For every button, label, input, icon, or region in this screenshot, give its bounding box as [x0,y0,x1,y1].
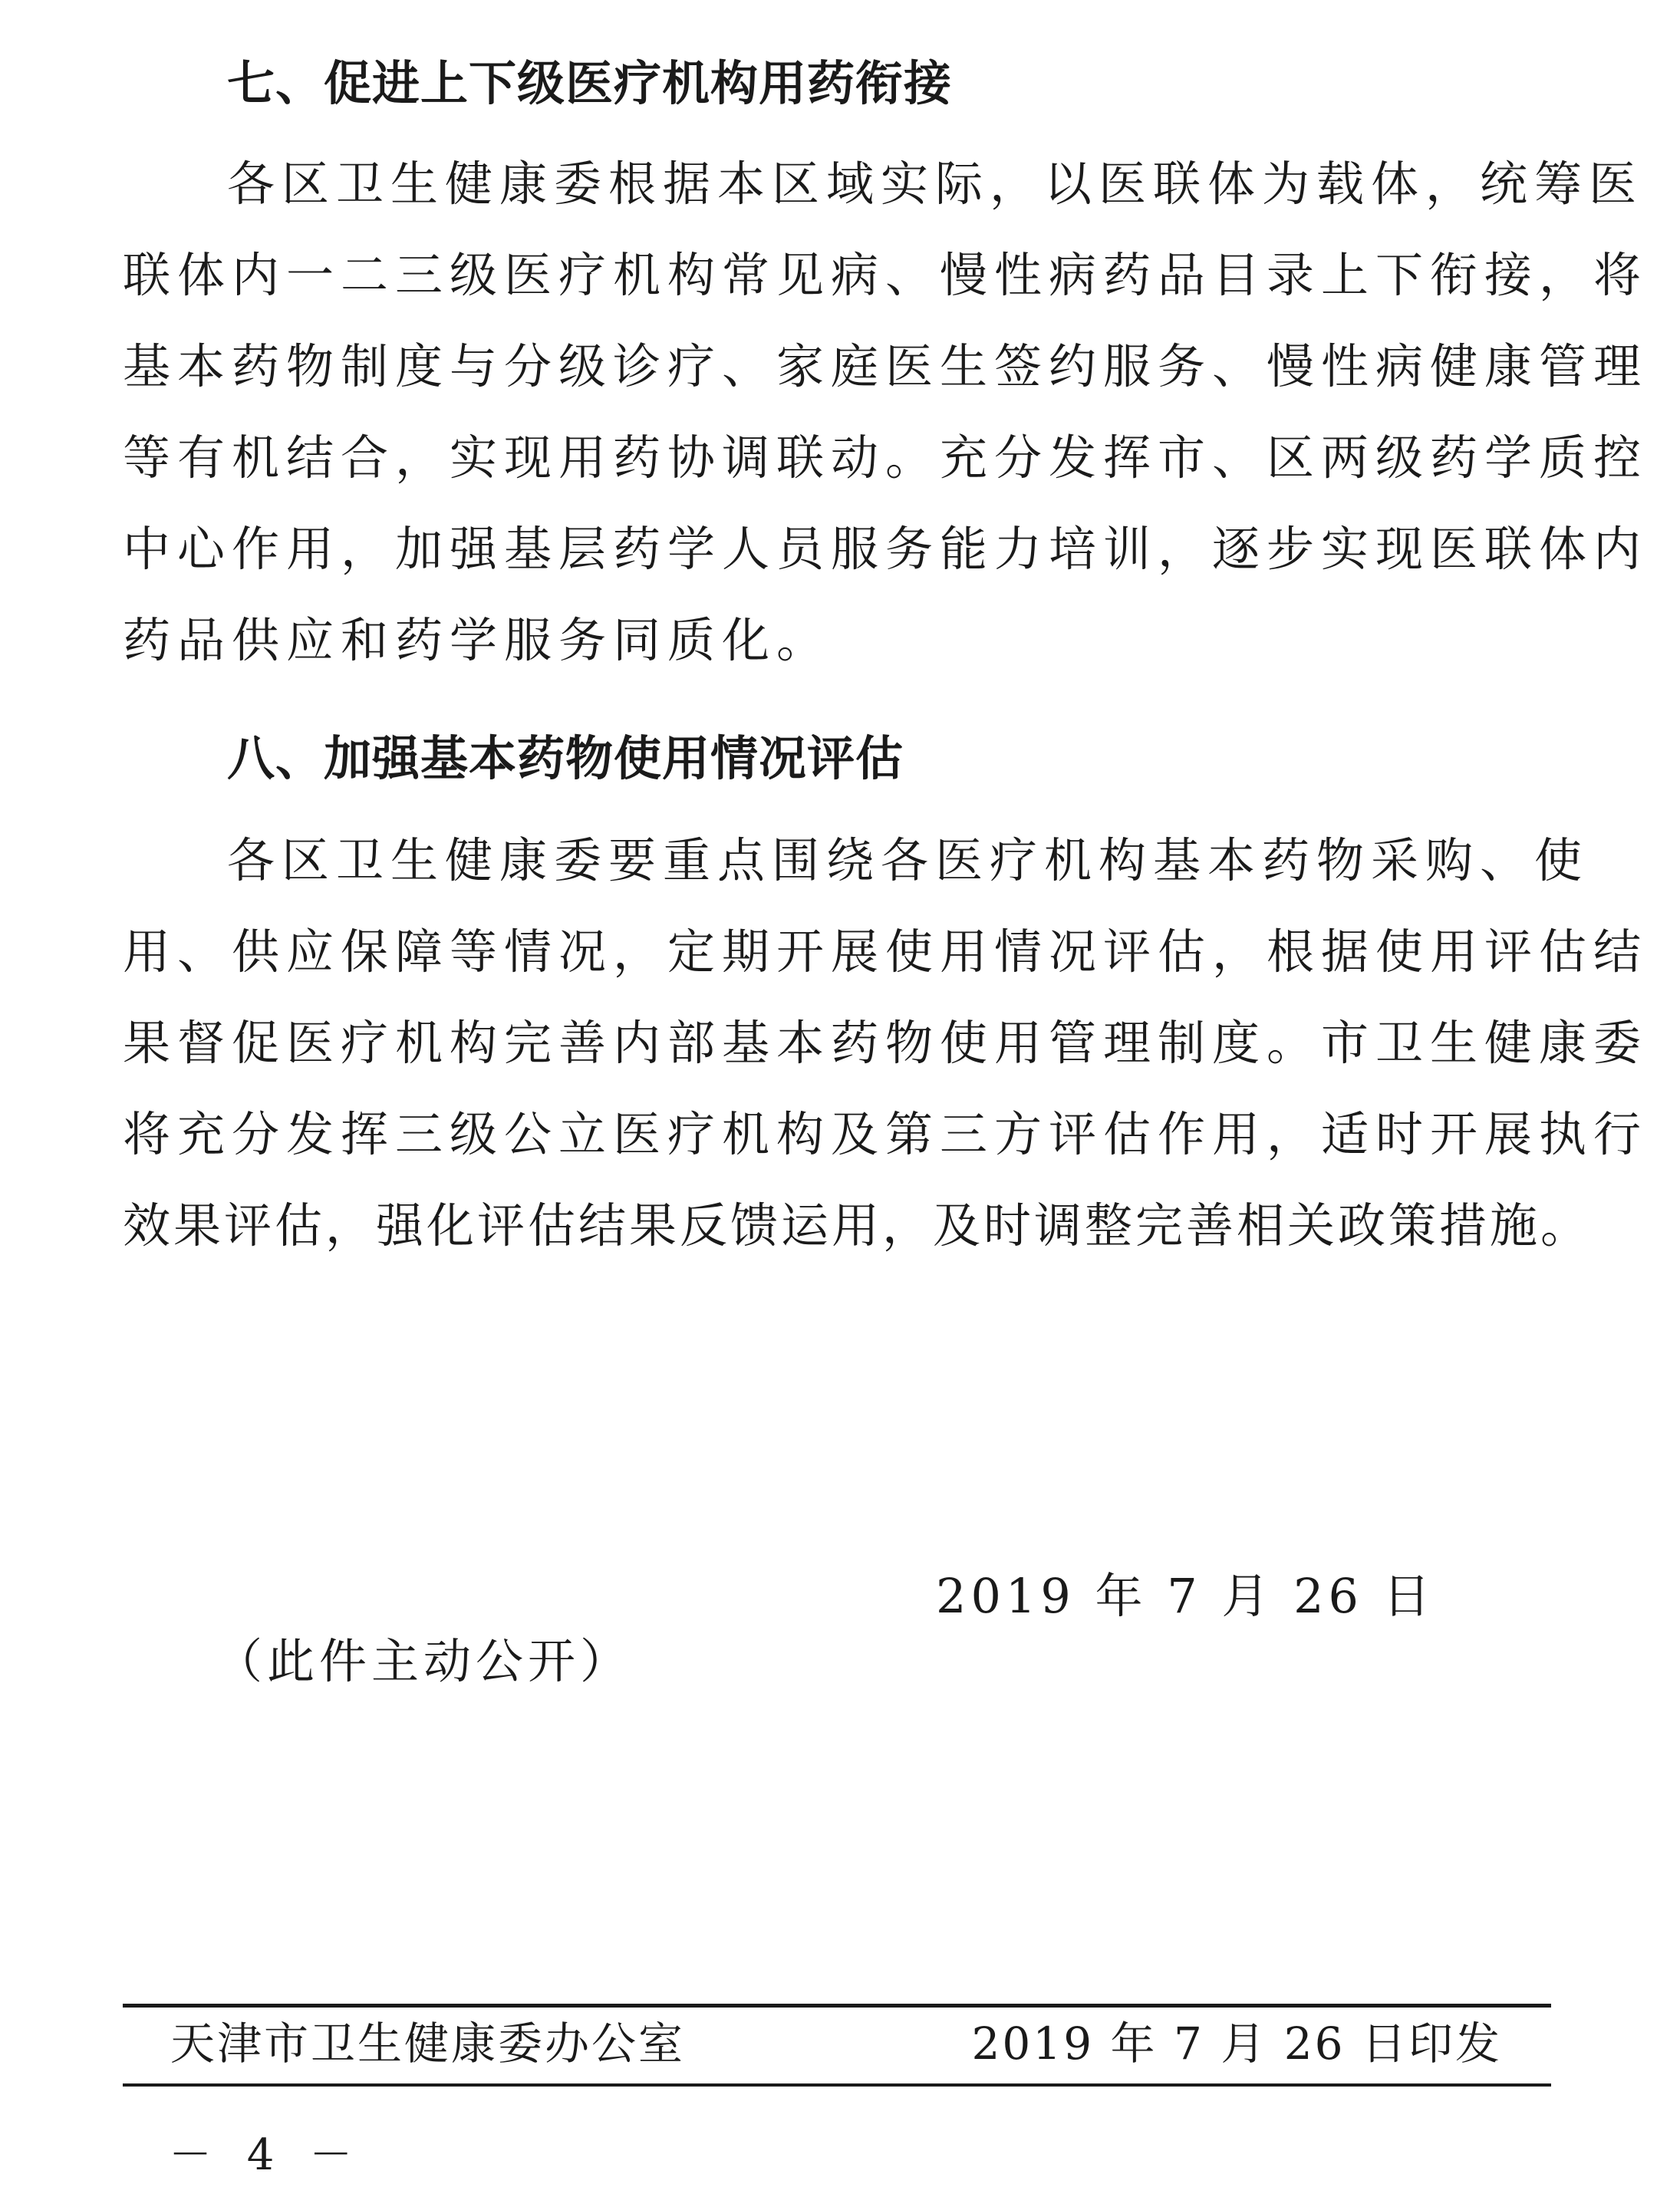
disclosure-note: （此件主动公开） [215,1633,633,1689]
footer-issuer: 天津市卫生健康委办公室 [170,2017,686,2070]
paragraph-line: 各区卫生健康委根据本区域实际，以医联体为载体，统筹医 [227,156,1644,212]
paragraph-line: 药品供应和药学服务同质化。 [123,612,832,668]
paragraph-line: 各区卫生健康委要重点围绕各医疗机构基本药物采购、使 [227,832,1589,888]
section-7-heading: 七、促进上下级医疗机构用药衔接 [227,55,953,111]
footer-bottom-rule [123,2083,1551,2087]
paragraph-line: 用、供应保障等情况，定期开展使用情况评估，根据使用评估结 [123,924,1649,980]
paragraph-line: 基本药物制度与分级诊疗、家庭医生签约服务、慢性病健康管理 [123,338,1649,394]
paragraph-line: 果督促医疗机构完善内部基本药物使用管理制度。市卫生健康委 [123,1015,1649,1071]
section-8-heading: 八、加强基本药物使用情况评估 [227,730,904,786]
signature-date: 2019 年 7 月 26 日 [936,1568,1435,1624]
paragraph-line: 等有机结合，实现用药协调联动。充分发挥市、区两级药学质控 [123,430,1649,486]
paragraph-line: 联体内一二三级医疗机构常见病、慢性病药品目录上下衔接，将 [123,247,1649,303]
section-8-body [123,815,1649,1271]
page-number: － 4 － [169,2130,364,2180]
paragraph-line: 效果评估，强化评估结果反馈运用，及时调整完善相关政策措施。 [123,1197,1592,1253]
footer-issue-date: 2019 年 7 月 26 日印发 [971,2017,1502,2070]
paragraph-line: 中心作用，加强基层药学人员服务能力培训，逐步实现医联体内 [123,521,1649,577]
footer-top-rule [123,2004,1551,2008]
paragraph-line: 将充分发挥三级公立医疗机构及第三方评估作用，适时开展执行 [123,1106,1649,1162]
section-7-body [123,138,1649,686]
